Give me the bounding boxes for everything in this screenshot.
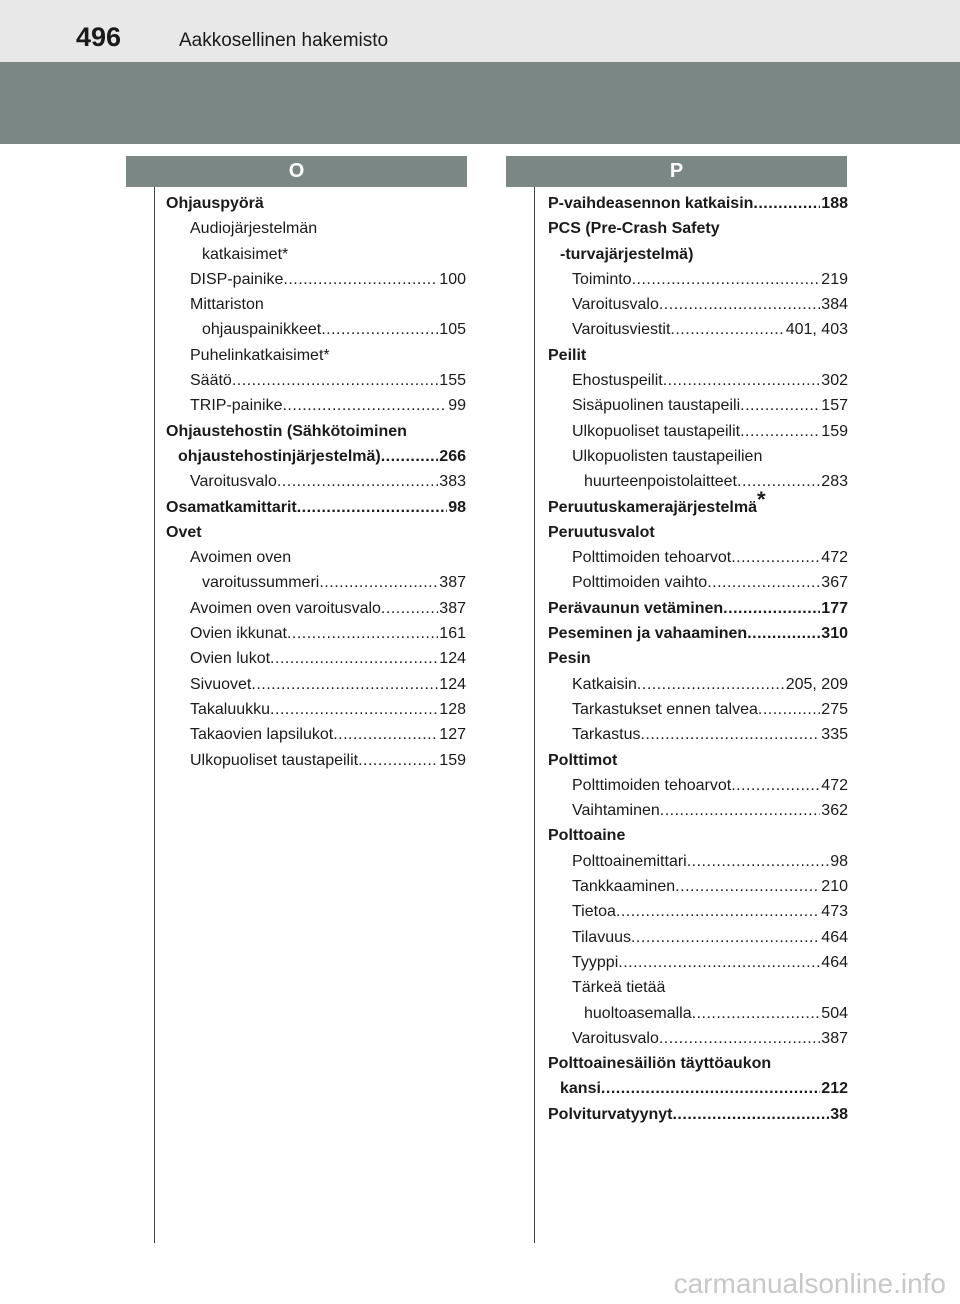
index-entry <box>548 317 848 342</box>
page-reference: 464 <box>821 953 848 971</box>
index-entry-text: Ovien lukot <box>190 650 271 668</box>
page-reference: 362 <box>821 802 848 820</box>
dot-leader <box>731 545 820 570</box>
page-reference: 212 <box>821 1080 848 1098</box>
index-entry-text: Ohjaustehostin (Sähkötoiminen <box>166 422 407 440</box>
dot-leader <box>753 191 820 216</box>
page-reference: 472 <box>821 776 848 794</box>
index-entry <box>548 1076 848 1101</box>
dot-leader <box>251 672 438 697</box>
index-entry-text: ohjaustehostinjärjestelmä) <box>178 447 381 465</box>
page-reference: 401, 403 <box>785 321 848 339</box>
page-reference: 161 <box>439 625 466 643</box>
index-entry-text: Katkaisin <box>572 675 637 693</box>
page-reference: 464 <box>821 928 848 946</box>
index-entry <box>548 899 848 924</box>
index-entry-text: Varoitusvalo <box>190 473 277 491</box>
page-reference: 38 <box>830 1105 848 1123</box>
index-entry-text: Polttoaine <box>548 827 626 845</box>
index-entry-text: TRIP-painike <box>190 397 283 415</box>
index-entry <box>548 393 848 418</box>
index-entry-text: DISP-painike <box>190 270 284 288</box>
header-band <box>0 62 960 144</box>
index-entry <box>548 798 848 823</box>
index-entry-text: Sisäpuolinen taustapeili <box>572 397 741 415</box>
index-entry-text: Puhelinkatkaisimet* <box>190 346 330 364</box>
dot-leader <box>675 874 820 899</box>
index-entry <box>548 343 848 368</box>
index-entry-text: Polttimoiden tehoarvot <box>572 776 732 794</box>
index-entry-text: Tankkaaminen <box>572 878 676 896</box>
index-entry-text: Tyyppi <box>572 953 619 971</box>
index-entry <box>166 646 466 671</box>
index-entry <box>548 950 848 975</box>
page-reference: 367 <box>821 574 848 592</box>
index-entry-text: Audiojärjestelmän <box>190 220 318 238</box>
index-entry-text: Ulkopuolisten taustapeilien <box>572 447 763 465</box>
dot-leader <box>672 1102 829 1127</box>
index-entry-text: katkaisimet* <box>202 245 289 263</box>
dot-leader <box>660 798 821 823</box>
index-entry-text: Ohjauspyörä <box>166 195 264 212</box>
index-entry <box>548 672 848 697</box>
index-entry <box>548 1102 848 1127</box>
page-reference: 504 <box>821 1004 848 1022</box>
page-reference: 157 <box>821 397 848 415</box>
index-entry <box>548 697 848 722</box>
dot-leader <box>758 697 820 722</box>
index-entry-text: Osamatkamittarit <box>166 498 297 516</box>
dot-leader <box>723 596 820 621</box>
index-entry-text: Ovet <box>166 523 202 541</box>
index-entry-text: Polttoainesäiliön täyttöaukon <box>548 1055 772 1073</box>
index-entry-text: Mittariston <box>190 296 264 314</box>
dot-leader <box>737 469 820 494</box>
page-reference: 128 <box>439 700 466 718</box>
index-entry <box>166 317 466 342</box>
dot-leader <box>321 317 438 342</box>
page-reference: 387 <box>439 599 466 617</box>
index-entry <box>166 292 466 317</box>
index-entry <box>548 975 848 1000</box>
dot-leader <box>631 925 820 950</box>
page-reference: 155 <box>439 372 466 390</box>
page-reference: 472 <box>821 549 848 567</box>
index-entry-text: kansi <box>560 1080 601 1098</box>
index-entry <box>548 419 848 444</box>
index-entry-text: Ulkopuoliset taustapeilit <box>190 751 359 769</box>
dot-leader <box>287 621 438 646</box>
index-entry <box>548 748 848 773</box>
dot-leader <box>232 368 438 393</box>
page-reference: 219 <box>821 270 848 288</box>
index-entry <box>548 722 848 747</box>
page-reference: 205, 209 <box>785 675 848 693</box>
section-letter-p: P <box>506 156 847 187</box>
dot-leader <box>670 317 784 342</box>
index-entry <box>166 672 466 697</box>
dot-leader <box>358 748 438 773</box>
index-entry <box>166 697 466 722</box>
index-entry-text: Tarkastukset ennen talvea <box>572 700 758 718</box>
index-entry-text: Toiminto <box>572 270 632 288</box>
index-entry <box>548 1001 848 1026</box>
dot-leader <box>319 570 438 595</box>
index-entry <box>548 1026 848 1051</box>
index-entry <box>166 191 466 216</box>
index-entry <box>548 191 848 216</box>
page-reference: 335 <box>821 726 848 744</box>
index-entry <box>548 925 848 950</box>
index-entry-text: Polttimot <box>548 751 618 769</box>
dot-leader <box>282 393 447 418</box>
index-column-o <box>166 191 466 773</box>
index-entry <box>166 596 466 621</box>
page-reference: 98 <box>448 498 466 516</box>
index-entry-text: Peruutuskamerajärjestelmä <box>548 498 757 516</box>
page-reference: 387 <box>821 1029 848 1047</box>
index-entry <box>548 486 848 520</box>
index-entry <box>548 545 848 570</box>
index-entry <box>166 621 466 646</box>
index-entry-text: Ehostuspeilit <box>572 372 663 390</box>
page-reference: 99 <box>448 397 466 415</box>
index-entry-text: Ovien ikkunat <box>190 625 287 643</box>
header-bar <box>0 0 960 62</box>
index-entry <box>166 242 466 267</box>
index-entry-text: Peruutusvalot <box>548 523 655 541</box>
index-entry-text: Peilit <box>548 346 587 364</box>
index-entry-text: Varoitusviestit <box>572 321 671 339</box>
page-reference: 302 <box>821 372 848 390</box>
dot-leader <box>707 570 820 595</box>
page-reference: 188 <box>821 195 848 212</box>
index-entry-text: Avoimen oven varoitusvalo <box>190 599 381 617</box>
index-entry <box>166 419 466 444</box>
dot-leader <box>659 1026 820 1051</box>
page-title: Aakkosellinen hakemisto <box>179 30 389 51</box>
dot-leader <box>663 368 821 393</box>
index-entry-text: Polviturvatyynyt <box>548 1105 673 1123</box>
index-entry-text: Ulkopuoliset taustapeilit <box>572 422 741 440</box>
dot-leader <box>277 469 438 494</box>
page-reference: 98 <box>830 852 848 870</box>
index-entry-text: huoltoasemalla <box>584 1004 692 1022</box>
dot-leader <box>687 849 829 874</box>
dot-leader <box>270 697 438 722</box>
dot-leader <box>283 267 438 292</box>
index-entry-text: Vaihtaminen <box>572 802 660 820</box>
index-entry <box>548 773 848 798</box>
dot-leader <box>601 1076 820 1101</box>
index-entry-text: Tarkastus <box>572 726 641 744</box>
index-entry <box>548 874 848 899</box>
index-entry-text: Perävaunun vetäminen <box>548 599 724 617</box>
index-entry <box>166 545 466 570</box>
index-entry-text: Varoitusvalo <box>572 296 659 314</box>
page-reference: 124 <box>439 650 466 668</box>
dot-leader <box>740 393 820 418</box>
page-reference: 159 <box>821 422 848 440</box>
page-reference: 387 <box>439 574 466 592</box>
dot-leader <box>381 596 438 621</box>
index-entry <box>548 216 848 241</box>
index-entry <box>548 849 848 874</box>
index-entry <box>166 495 466 520</box>
dot-leader <box>731 773 820 798</box>
index-entry <box>548 444 848 469</box>
index-entry-text: Takaluukku <box>190 700 271 718</box>
page-reference: 124 <box>439 675 466 693</box>
dot-leader <box>333 722 438 747</box>
dot-leader <box>618 950 820 975</box>
index-entry <box>548 267 848 292</box>
index-entry-text: huurteenpoistolaitteet <box>584 473 737 491</box>
index-entry <box>166 469 466 494</box>
index-entry <box>548 1051 848 1076</box>
index-entry-text: Säätö <box>190 372 232 390</box>
index-column-p <box>548 191 848 1127</box>
index-entry <box>548 520 848 545</box>
index-entry <box>166 343 466 368</box>
index-entry <box>166 722 466 747</box>
index-entry <box>548 242 848 267</box>
asterisk-mark: * <box>757 486 766 512</box>
dot-leader <box>616 899 820 924</box>
index-entry-text: Takaovien lapsilukot <box>190 726 334 744</box>
page-reference: 275 <box>821 700 848 718</box>
column-divider-right <box>534 187 535 1243</box>
page-reference: 384 <box>821 296 848 314</box>
page-reference: 310 <box>821 625 848 643</box>
index-entry-text: -turvajärjestelmä) <box>560 245 694 263</box>
index-entry-text: Avoimen oven <box>190 549 292 567</box>
page-reference: 266 <box>439 447 466 465</box>
index-entry-text: Tärkeä tietää <box>572 979 666 997</box>
index-entry <box>166 570 466 595</box>
index-entry <box>548 368 848 393</box>
index-entry <box>548 646 848 671</box>
index-entry <box>166 368 466 393</box>
index-entry <box>166 393 466 418</box>
dot-leader <box>640 722 820 747</box>
index-entry-text: Sivuovet <box>190 675 252 693</box>
page-number: 496 <box>76 22 122 52</box>
dot-leader <box>381 444 439 469</box>
dot-leader <box>270 646 438 671</box>
page-reference: 473 <box>821 903 848 921</box>
index-entry-text: Polttimoiden tehoarvot <box>572 549 732 567</box>
page-reference: 127 <box>439 726 466 744</box>
dot-leader <box>659 292 820 317</box>
index-entry-text: Pesin <box>548 650 591 668</box>
watermark: carmanualsonline.info <box>673 1268 946 1299</box>
dot-leader <box>692 1001 821 1026</box>
dot-leader <box>297 495 447 520</box>
index-entry <box>166 267 466 292</box>
page-reference: 210 <box>821 878 848 896</box>
page-reference: 383 <box>439 473 466 491</box>
index-entry <box>548 292 848 317</box>
page-reference: 159 <box>439 751 466 769</box>
dot-leader <box>747 621 820 646</box>
column-divider-left <box>154 187 155 1243</box>
dot-leader <box>632 267 821 292</box>
page-reference: 105 <box>439 321 466 339</box>
page-reference: 177 <box>821 599 848 617</box>
dot-leader <box>740 419 820 444</box>
index-entry-text: Varoitusvalo <box>572 1029 659 1047</box>
index-entry-text: Tietoa <box>572 903 616 921</box>
index-entry <box>548 570 848 595</box>
index-entry <box>166 216 466 241</box>
index-entry <box>166 444 466 469</box>
index-entry <box>166 520 466 545</box>
index-entry <box>548 621 848 646</box>
index-entry <box>548 469 848 494</box>
section-letter-o: O <box>126 156 467 187</box>
index-entry <box>548 596 848 621</box>
page-reference: 100 <box>439 270 466 288</box>
index-entry-text: P-vaihdeasennon katkaisin <box>548 195 754 212</box>
index-entry-text: PCS (Pre-Crash Safety <box>548 220 720 238</box>
index-entry-text: Polttimoiden vaihto <box>572 574 708 592</box>
index-entry-text: Tilavuus <box>572 928 631 946</box>
dot-leader <box>637 672 785 697</box>
index-entry-text: varoitussummeri <box>202 574 320 592</box>
index-entry <box>548 823 848 848</box>
index-entry-text: ohjauspainikkeet <box>202 321 322 339</box>
index-entry-text: Polttoainemittari <box>572 852 687 870</box>
index-entry-text: Peseminen ja vahaaminen <box>548 625 748 643</box>
index-entry <box>166 748 466 773</box>
page-reference: 283 <box>821 473 848 491</box>
